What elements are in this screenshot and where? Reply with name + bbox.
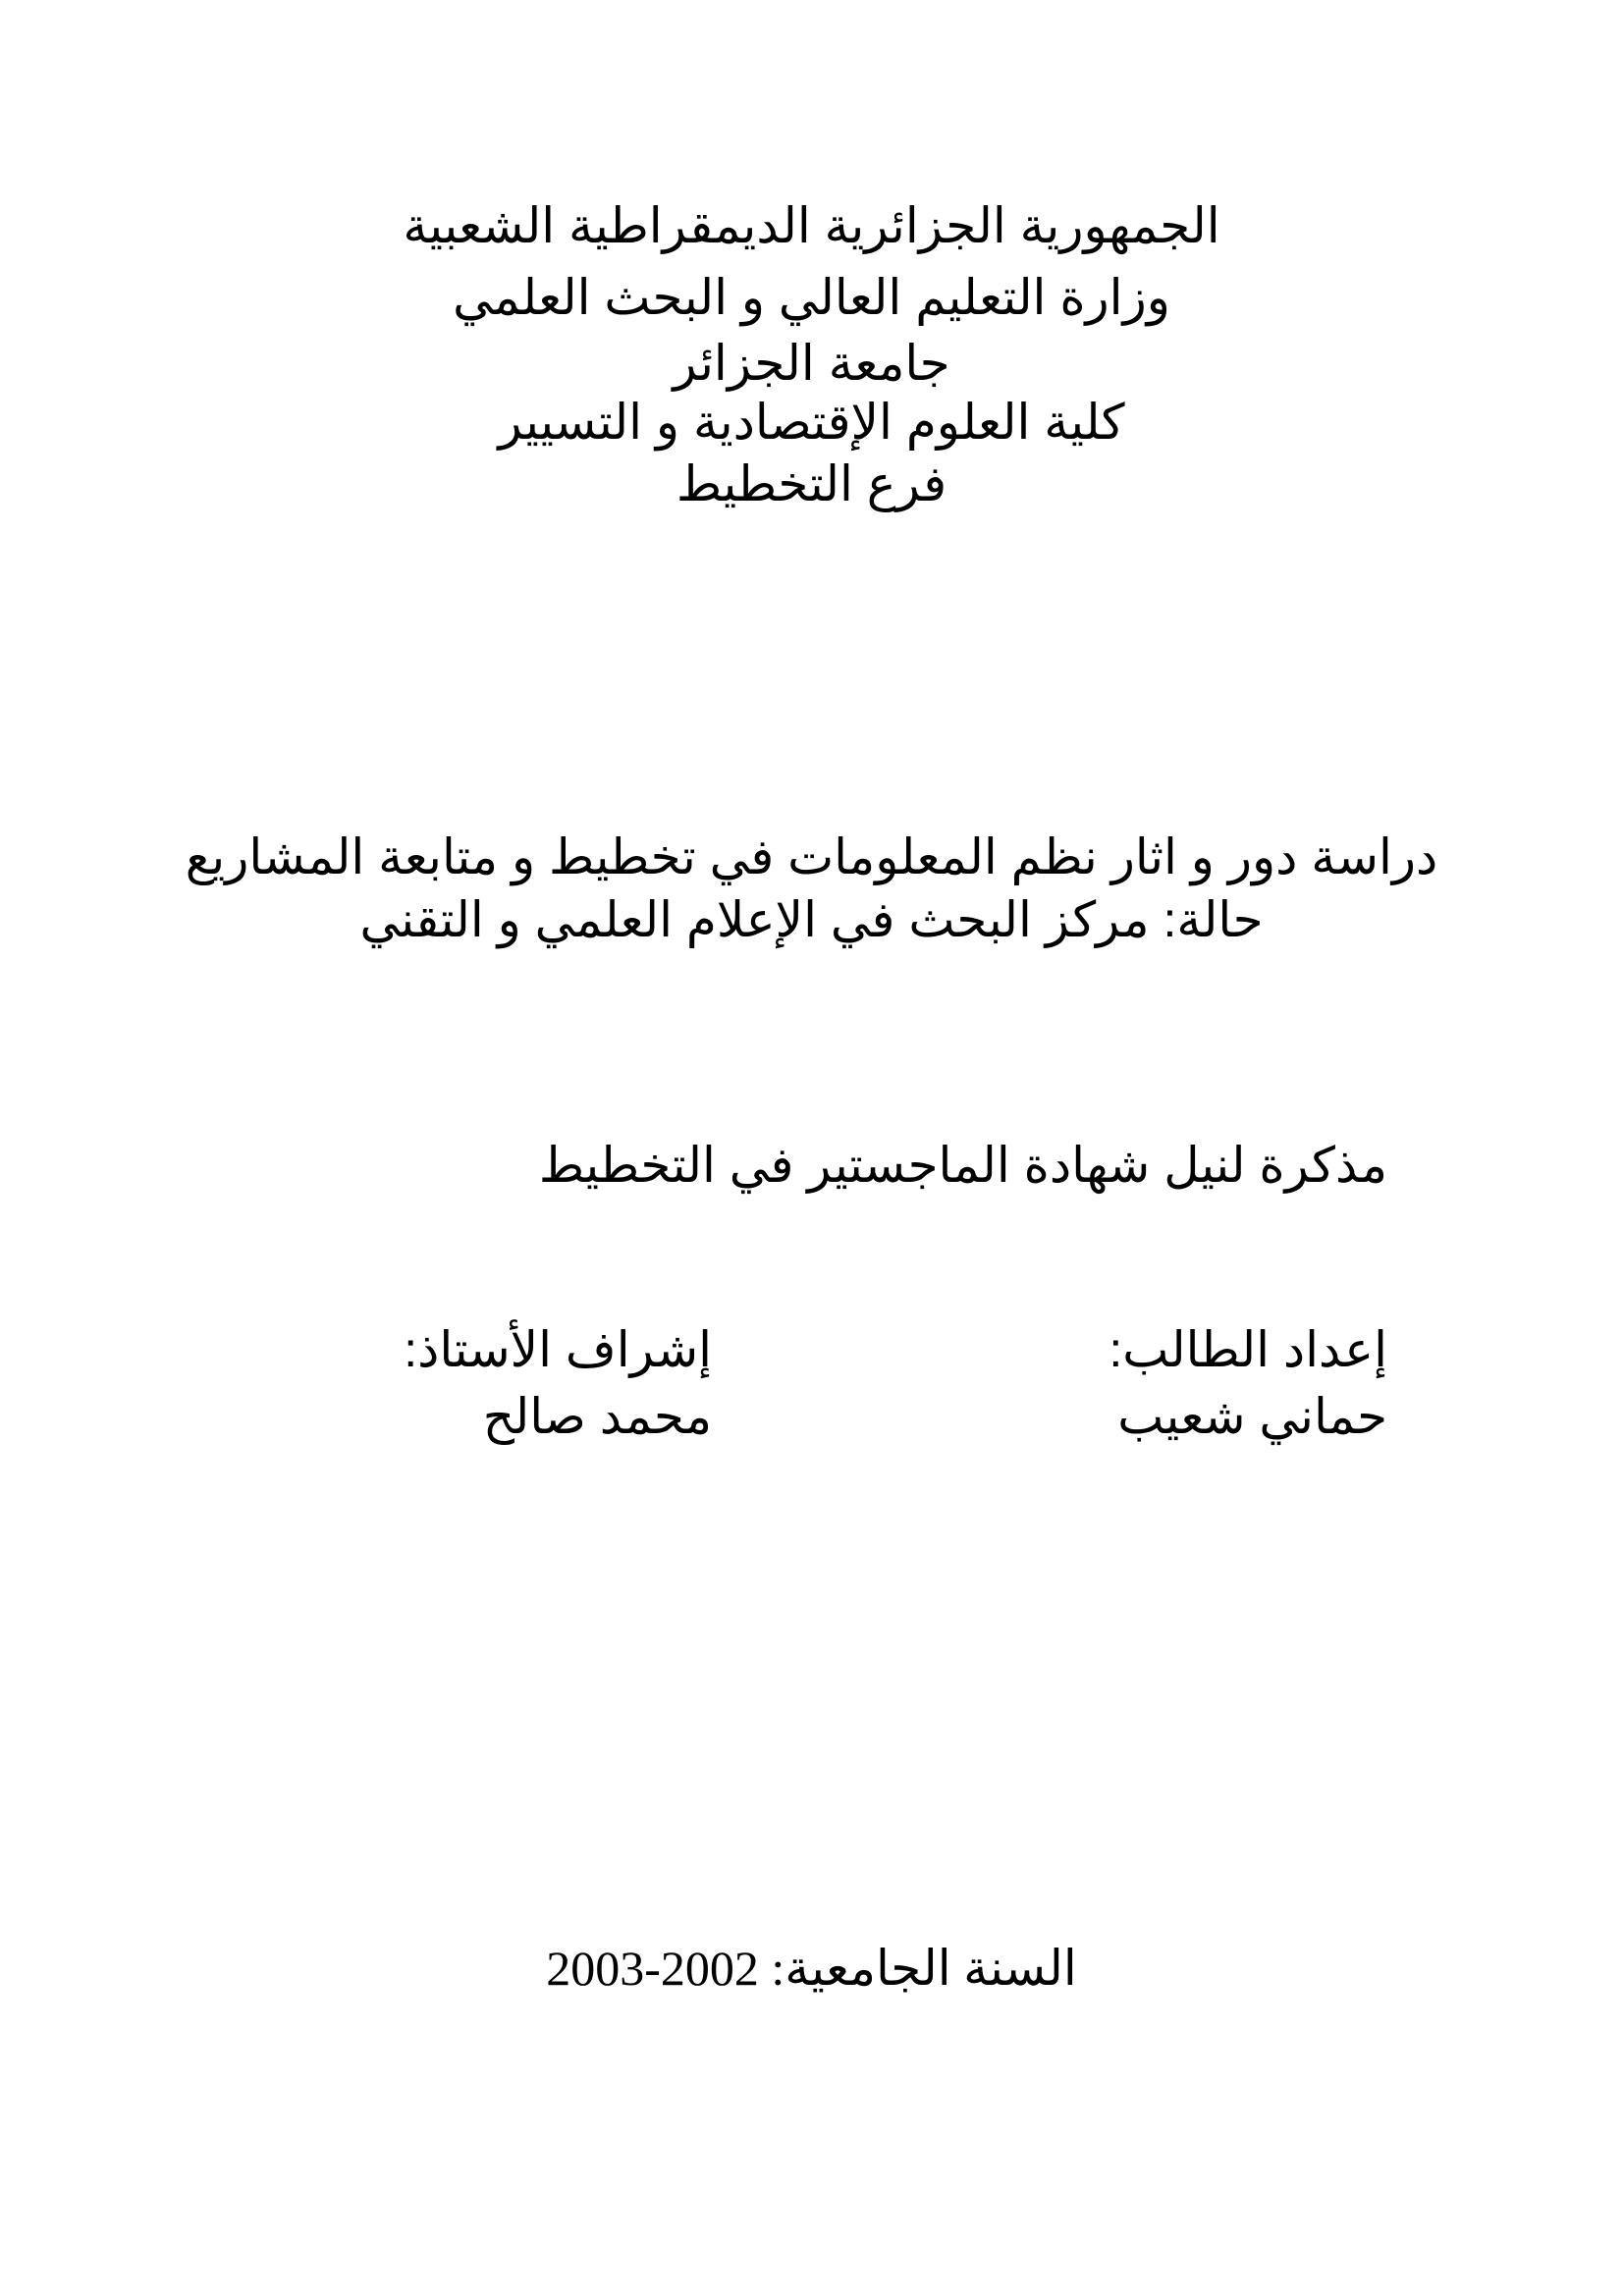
header-faculty: كلية العلوم الإقتصادية و التسيير [498,395,1125,450]
thesis-case-study: حالة: مركز البحث في الإعلام العلمي و التقني [359,892,1264,947]
header-ministry: وزارة التعليم العالي و البحث العلمي [453,270,1170,325]
thesis-title: دراسة دور و اثار نظم المعلومات في تخطيط و متابعة المشاريع [185,829,1438,884]
academic-year: السنة الجامعية: 2002-2003 [546,1941,1077,1996]
supervisor-label: إشراف الأستاذ: [404,1322,712,1377]
header-republic: الجمهورية الجزائرية الديمقراطية الشعبية [403,198,1220,253]
student-label: إعداد الطالب: [1109,1322,1387,1377]
degree-statement: مذكرة لنيل شهادة الماجستير في التخطيط [538,1138,1387,1193]
student-name: حماني شعيب [1117,1389,1387,1444]
supervisor-name: محمد صالح [482,1389,712,1444]
header-department: فرع التخطيط [676,456,947,511]
header-university: جامعة الجزائر [673,336,950,391]
